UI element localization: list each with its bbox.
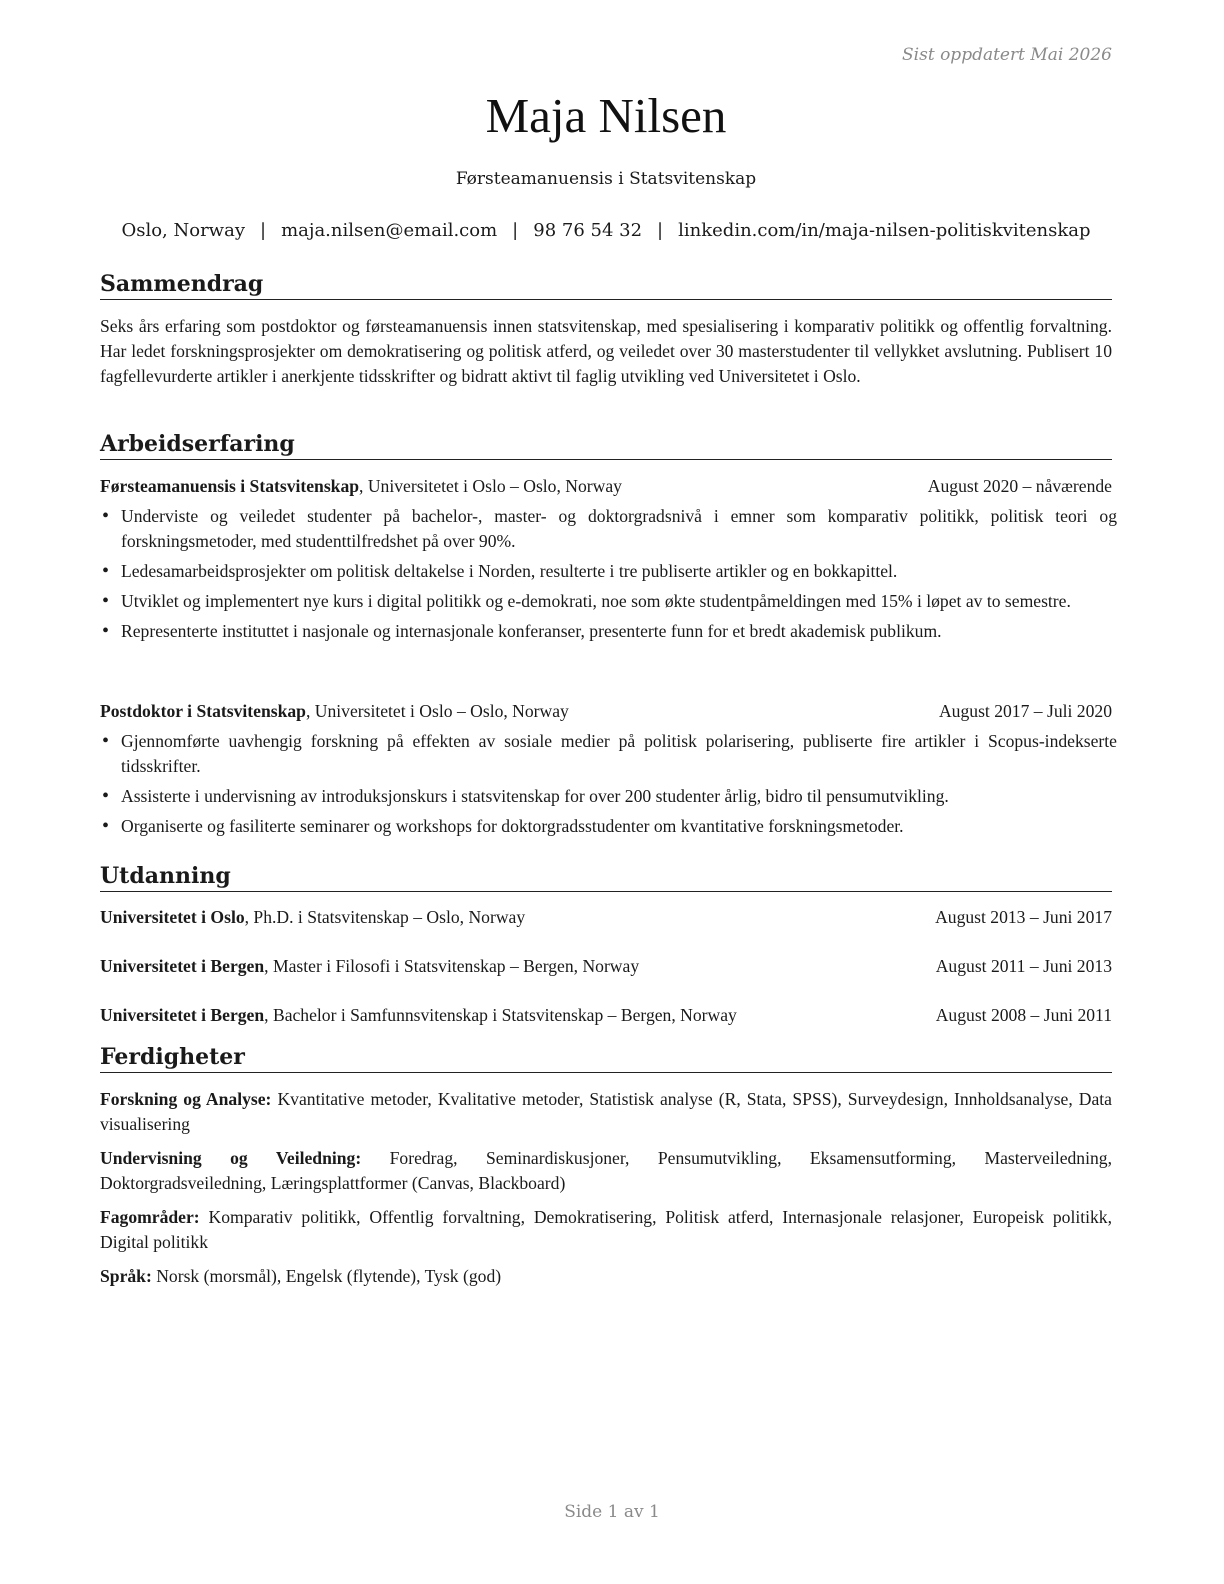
job-bullets	[100, 504, 1117, 649]
job-dates: August 2020 – nåværende	[927, 476, 1112, 496]
experience-heading: Arbeidserfaring	[100, 430, 1112, 460]
job-header	[100, 699, 1112, 724]
education-item	[100, 954, 1112, 979]
skill-text: Kvantitative metoder, Kvalitative metoder, Statistisk analyse (R, Stata, SPSS), Surveydesign, Innholdsanalyse, Data visualisering	[100, 1089, 1112, 1134]
skill-label: Undervisning og Veiledning:	[100, 1148, 362, 1168]
job-bullet: • Utviklet og implementert nye kurs i digital politikk og e-demokrati, noe som økte studentpåmeldingen med 15% i løpet av to semestre.	[100, 589, 1117, 614]
page-number: Side 1 av 1	[564, 1502, 660, 1522]
education-dates: August 2011 – Juni 2013	[935, 956, 1112, 976]
skill-row	[100, 1146, 1112, 1196]
candidate-title: Førsteamanuensis i Statsvitenskap	[455, 169, 757, 189]
job-bullet: • Gjennomførte uavhengig forskning på effekten av sosiale medier på politisk polarisering, publiserte fire artikler i Scopus-indekserte tidsskrifter.	[100, 729, 1117, 779]
last-updated: Sist oppdatert Mai 2026	[902, 45, 1112, 65]
job-bullet: • Organiserte og fasiliterte seminarer og workshops for doktorgradsstudenter om kvantitative forskningsmetoder.	[100, 814, 1117, 839]
contact-linkedin[interactable]: linkedin.com/in/maja-nilsen-politiskvitenskap	[678, 220, 1091, 241]
skill-label: Fagområder:	[100, 1207, 200, 1227]
job-dates: August 2017 – Juli 2020	[938, 701, 1112, 721]
education-heading: Utdanning	[100, 862, 1112, 892]
candidate-name: Maja Nilsen	[485, 88, 727, 143]
skill-text: Foredrag, Seminardiskusjoner, Pensumutvikling, Eksamensutforming, Masterveiledning, Doktorgradsveiledning, Læringsplattformer (Canvas, Blackboard)	[100, 1148, 1112, 1193]
skills-heading: Ferdigheter	[100, 1043, 1112, 1073]
summary-heading: Sammendrag	[100, 270, 1112, 300]
job-bullet: • Ledesamarbeidsprosjekter om politisk deltakelse i Norden, resulterte i tre publiserte artikler og en bokkapittel.	[100, 559, 1117, 584]
job-bullet: • Representerte instituttet i nasjonale og internasjonale konferanser, presenterte funn for et bredt akademisk publikum.	[100, 619, 1117, 644]
contact-phone: 98 76 54 32	[533, 220, 643, 241]
job-org: , Universitetet i Oslo – Oslo, Norway	[359, 476, 622, 496]
summary-text: Seks års erfaring som postdoktor og førsteamanuensis innen statsvitenskap, med spesialisering i komparativ politikk og offentlig forvaltning. Har ledet forskningsprosjekter om demokratisering og politisk atferd, og veiledet over 30 masterstudenter til vellykket avslutning. Publisert 10 fagfellevurderte artikler i anerkjente tidsskrifter og bidratt aktivt til faglig utvikling ved Universitetet i Oslo.	[100, 316, 1112, 386]
skill-text: Norsk (morsmål), Engelsk (flytende), Tysk (god)	[151, 1266, 502, 1286]
job-role: Postdoktor i Statsvitenskap	[100, 701, 306, 721]
job-bullet: • Assisterte i undervisning av introduksjonskurs i statsvitenskap for over 200 studenter årlig, bidro til pensumutvikling.	[100, 784, 1117, 809]
job-header	[100, 474, 1112, 499]
contact-separator: |	[512, 220, 519, 241]
job-bullets	[100, 729, 1117, 844]
education-detail: , Master i Filosofi i Statsvitenskap – Bergen, Norway	[264, 956, 640, 976]
education-detail: , Bachelor i Samfunnsvitenskap i Statsvitenskap – Bergen, Norway	[264, 1005, 737, 1025]
education-dates: August 2013 – Juni 2017	[935, 907, 1112, 927]
contact-location: Oslo, Norway	[121, 220, 245, 241]
job-role: Førsteamanuensis i Statsvitenskap	[100, 476, 360, 496]
skill-row	[100, 1205, 1112, 1255]
education-detail: , Ph.D. i Statsvitenskap – Oslo, Norway	[244, 907, 526, 927]
skill-text: Komparativ politikk, Offentlig forvaltning, Demokratisering, Politisk atferd, Internasjonale relasjoner, Europeisk politikk, Digital politikk	[100, 1207, 1112, 1252]
education-school: Universitetet i Bergen	[100, 956, 265, 976]
skill-row	[100, 1087, 1112, 1137]
education-item	[100, 905, 1112, 930]
education-item	[100, 1003, 1112, 1028]
job-org: , Universitetet i Oslo – Oslo, Norway	[305, 701, 569, 721]
education-school: Universitetet i Bergen	[100, 1005, 265, 1025]
skill-label: Forskning og Analyse:	[100, 1089, 272, 1109]
education-dates: August 2008 – Juni 2011	[935, 1005, 1112, 1025]
skill-row	[100, 1264, 1112, 1289]
skill-label: Språk:	[100, 1266, 152, 1286]
education-school: Universitetet i Oslo	[100, 907, 245, 927]
contact-separator: |	[259, 220, 267, 241]
contact-line	[100, 219, 1112, 243]
job-bullet: • Underviste og veiledet studenter på bachelor-, master- og doktorgradsnivå i emner som komparativ politikk, politisk teori og forskningsmetoder, med studenttilfredshet på over 90%.	[100, 504, 1117, 554]
contact-email[interactable]: maja.nilsen@email.com	[281, 220, 498, 241]
contact-separator: |	[657, 220, 664, 241]
